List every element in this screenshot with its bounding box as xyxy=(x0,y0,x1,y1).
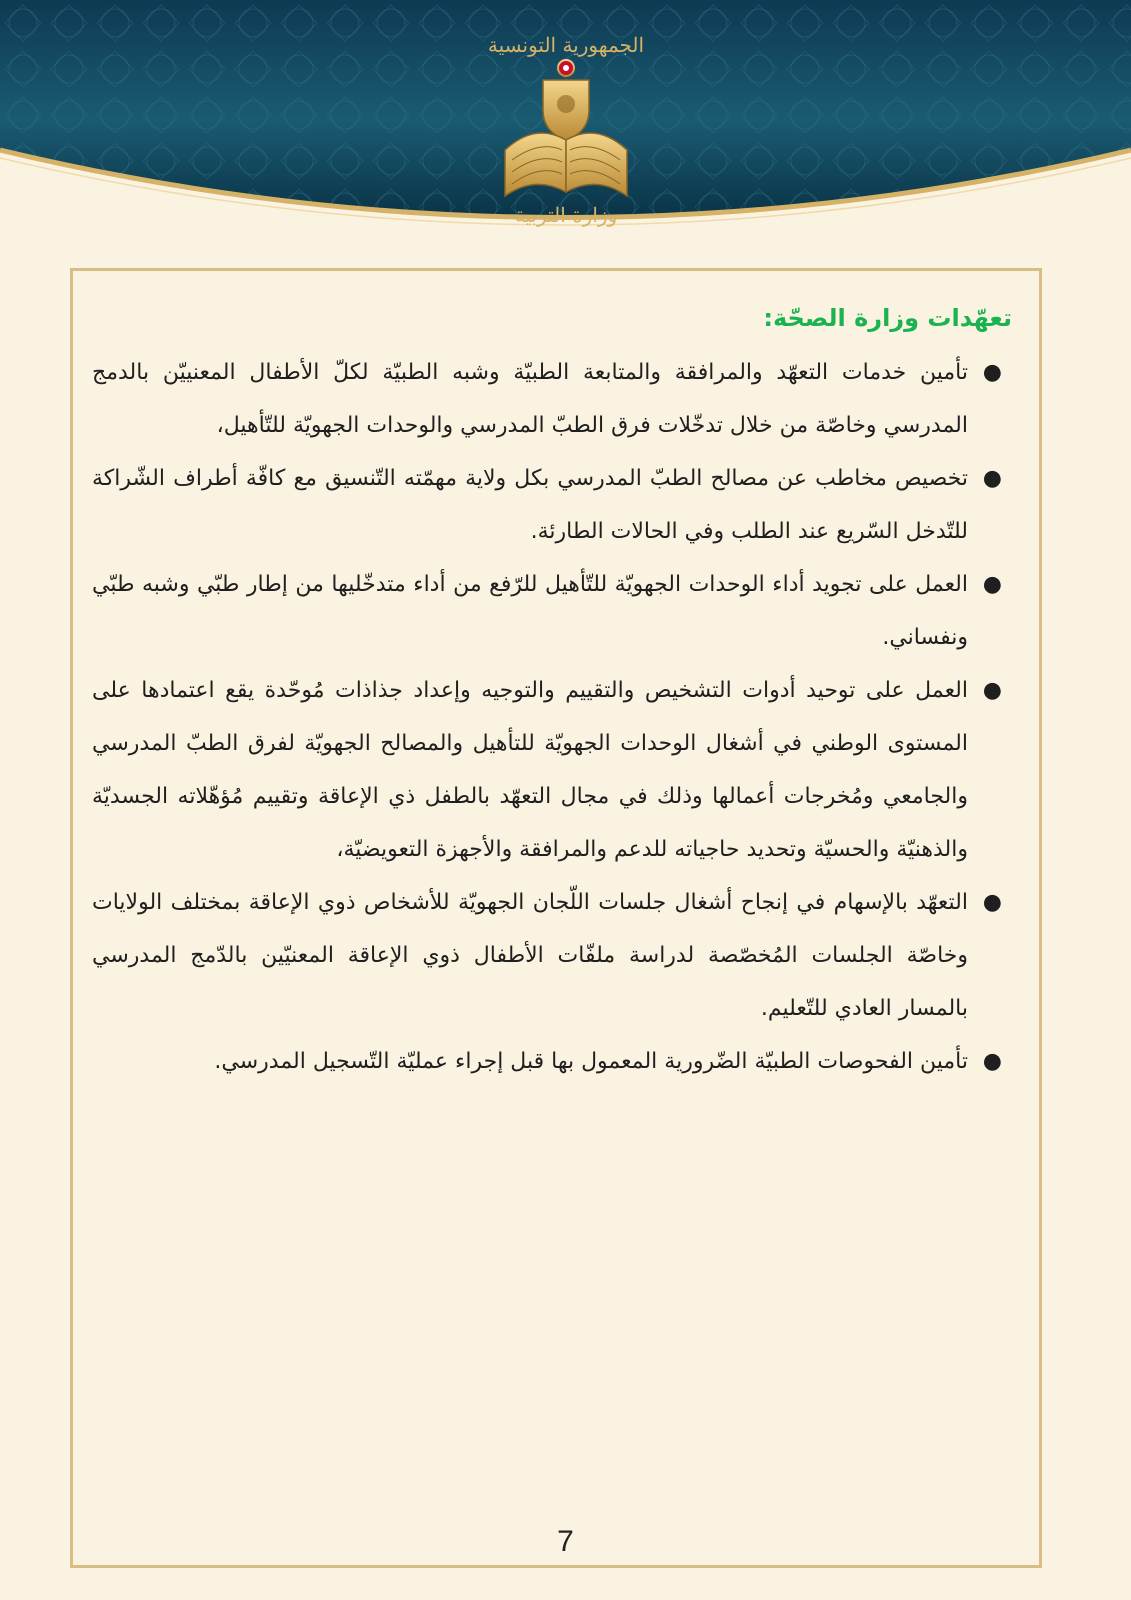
list-item xyxy=(92,452,1012,558)
list-item xyxy=(92,1035,1012,1088)
list-item xyxy=(92,876,1012,1035)
bullet-icon: ● xyxy=(982,678,1002,703)
open-book-icon xyxy=(505,133,627,196)
list-item-text: العمل على تجويد أداء الوحدات الجهويّة للتّأهيل للرّفع من أداء متدخّليها من إطار طبّي وشبه طبّي ونفساني. xyxy=(92,572,968,650)
list-item-text: العمل على توحيد أدوات التشخيص والتقييم والتوجيه وإعداد جذاذات مُوحّدة يقع اعتمادها على المستوى الوطني في أشغال الوحدات الجهويّة للتأهيل والمصالح الجهويّة لفرق الطبّ المدرسي والجامعي ومُخرجات أعمالها وذلك في مجال التعهّد بالطفل ذي الإعاقة وتقييم مُؤهّلاته الجسديّة والذهنيّة والحسيّة وتحديد حاجياته للدعم والمرافقة والأجهزة التعويضيّة، xyxy=(92,678,968,862)
bullet-icon: ● xyxy=(982,572,1002,597)
page-number: 7 xyxy=(557,1525,574,1558)
commitments-list xyxy=(92,346,1012,1088)
bullet-icon: ● xyxy=(982,466,1002,491)
bullet-icon: ● xyxy=(982,1049,1002,1074)
section-heading: تعهّدات وزارة الصحّة: xyxy=(763,304,1012,332)
main-content xyxy=(92,300,1012,1088)
list-item-text: التعهّد بالإسهام في إنجاح أشغال جلسات اللّجان الجهويّة للأشخاص ذوي الإعاقة بمختلف الولايات وخاصّة الجلسات المُخصّصة لدراسة ملفّات الأطفال ذوي الإعاقة المعنيّين بالدّمج المدرسي بالمسار العادي للتّعليم. xyxy=(92,890,968,1021)
list-item-text: تأمين خدمات التعهّد والمرافقة والمتابعة الطبيّة وشبه الطبيّة لكلّ الأطفال المعنييّن بالدمج المدرسي وخاصّة من خلال تدخّلات فرق الطبّ المدرسي والوحدات الجهويّة للتّأهيل، xyxy=(92,360,968,438)
list-item xyxy=(92,346,1012,452)
bullet-icon: ● xyxy=(982,360,1002,385)
list-item-text: تأمين الفحوصات الطبيّة الضّرورية المعمول بها قبل إجراء عمليّة التّسجيل المدرسي. xyxy=(214,1049,968,1074)
bullet-icon: ● xyxy=(982,890,1002,915)
list-item-text: تخصيص مخاطب عن مصالح الطبّ المدرسي بكل ولاية مهمّته التّنسيق مع كافّة أطراف الشّراكة للتّدخل السّريع عند الطلب وفي الحالات الطارئة. xyxy=(92,466,968,544)
list-item xyxy=(92,558,1012,664)
emblem-top-text: الجمهورية التونسية xyxy=(487,33,645,57)
list-item xyxy=(92,664,1012,876)
emblem-bottom-text: وزارة التربية xyxy=(514,203,618,227)
header-banner xyxy=(0,0,1131,260)
